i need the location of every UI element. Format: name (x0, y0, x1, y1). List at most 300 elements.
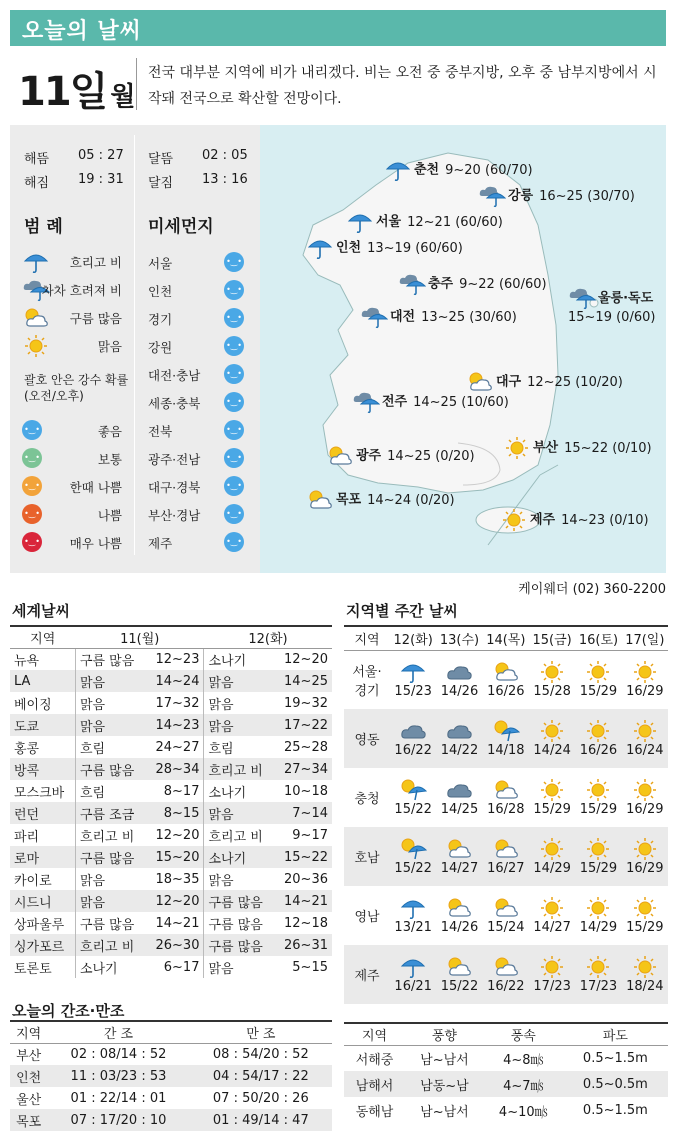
face-icon: •‿• (224, 476, 244, 496)
world-cell: 흐림 (79, 741, 106, 757)
weekly-temp: 18/24 (626, 979, 664, 994)
dust-level-label: 나쁨 (97, 508, 122, 523)
weekly-header-cell: 14(목) (483, 626, 529, 650)
world-cell: 흐리고 비 (204, 758, 274, 780)
world-row (10, 802, 332, 824)
tide-title: 오늘의 간조·만조 (12, 1002, 125, 1020)
tide-table (10, 1020, 332, 1131)
sea-header-cell: 파도 (563, 1023, 668, 1045)
moonset-time: 13 : 16 (202, 172, 248, 187)
world-cell: 흐림 (208, 741, 234, 757)
city-name: 목포 (336, 492, 362, 508)
world-cell: 28~34 (146, 758, 204, 780)
dust-region-label: 대구·경북 (148, 480, 201, 495)
cloudy-icon (492, 778, 520, 802)
storm-icon (492, 719, 520, 743)
tide-cell: 01 : 49/14 : 47 (190, 1109, 332, 1131)
weekly-row (344, 827, 668, 886)
world-row (10, 758, 332, 780)
world-cell: 14~23 (146, 714, 204, 736)
weekly-temp: 15/22 (394, 861, 432, 876)
cloudy-icon (326, 444, 354, 468)
weekly-temp: 17/23 (533, 979, 571, 994)
tide-header-cell: 지역 (10, 1021, 47, 1043)
dust-region-item (148, 280, 244, 302)
map-city (360, 305, 517, 329)
weekly-day-cell (575, 768, 621, 827)
weekly-region: 제주 (344, 945, 390, 1004)
cloudy-icon (306, 488, 334, 512)
world-row (10, 714, 332, 736)
sunny-icon (538, 896, 566, 920)
world-cell: 소나기 (79, 961, 118, 977)
face-icon: •‿• (22, 476, 42, 496)
overcast-icon (399, 719, 427, 743)
map-city (352, 390, 509, 414)
world-cell: 흐림 (79, 785, 106, 801)
world-row (10, 648, 332, 670)
world-cell: 맑음 (208, 697, 234, 713)
weekly-day-cell (483, 768, 529, 827)
world-cell: 24~27 (146, 736, 204, 758)
sunny-icon (631, 719, 659, 743)
weekly-header-cell: 13(수) (436, 626, 482, 650)
map-city (306, 488, 455, 512)
weekly-day-cell (529, 709, 575, 768)
cloud-rain-icon (398, 272, 426, 296)
world-cell: 흐리고 비 (79, 829, 135, 845)
weekly-day-cell (483, 709, 529, 768)
weekly-region: 호남 (344, 827, 390, 886)
weekly-day-cell (436, 768, 482, 827)
tide-cell: 08 : 54/20 : 52 (212, 1046, 309, 1062)
weekly-temp: 15/24 (487, 920, 525, 935)
world-cell: 파리 (10, 824, 75, 846)
cloudy-icon (492, 896, 520, 920)
weekly-day-cell (622, 945, 668, 1004)
weekly-header-cell: 12(화) (390, 626, 436, 650)
weekly-day-cell (436, 886, 482, 945)
world-cell: 10~18 (284, 783, 328, 799)
weekly-day-cell (622, 709, 668, 768)
weekly-day-cell (483, 650, 529, 709)
map-city (500, 508, 649, 532)
city-temp: 14~24 (0/20) (367, 492, 455, 508)
world-cell: 흐리고 비 (208, 829, 263, 845)
legend-divider (134, 135, 135, 555)
dust-region-item (148, 476, 244, 498)
weekly-temp: 14/26 (440, 684, 479, 700)
world-row (10, 890, 332, 912)
face-icon: •‿• (22, 532, 42, 552)
face-icon: •‿• (224, 364, 244, 384)
world-row (10, 670, 332, 692)
dust-region-label: 광주·전남 (148, 452, 201, 467)
dust-region-label: 세종·충북 (148, 396, 201, 411)
weekly-region: 영남 (354, 910, 380, 925)
weekly-day-cell (622, 768, 668, 827)
world-row (10, 824, 332, 846)
weekly-day-cell (575, 650, 621, 709)
dust-region-item (148, 308, 244, 330)
world-cell: 구름 많음 (75, 846, 145, 868)
city-temp: 12~25 (10/20) (527, 374, 623, 390)
weekly-temp: 16/29 (626, 684, 664, 700)
dust-region-item (148, 364, 244, 386)
weekly-day-cell (622, 886, 668, 945)
world-row (10, 736, 332, 758)
weekly-day-cell (622, 650, 668, 709)
rain-icon (399, 660, 427, 684)
sea-row (344, 1097, 668, 1123)
tide-cell: 01 : 22/14 : 01 (70, 1090, 167, 1106)
world-row (10, 868, 332, 890)
dust-level-item (22, 532, 122, 554)
credit-text: 케이웨더 (02) 360-2200 (518, 582, 666, 597)
world-cell: 12~20 (146, 890, 204, 912)
cloudy-icon (492, 660, 520, 684)
world-row (10, 956, 332, 978)
weekly-row (344, 886, 668, 945)
weekly-day-cell (436, 945, 482, 1004)
world-cell: 18~35 (146, 868, 204, 890)
world-cell: 베이징 (10, 692, 75, 714)
cloudy-icon (492, 955, 520, 979)
weekly-temp: 14/25 (440, 802, 479, 817)
world-cell: 맑음 (75, 890, 145, 912)
city-name: 전주 (382, 394, 408, 410)
weekly-header-cell: 16(토) (575, 626, 621, 650)
world-cell: 구름 많음 (204, 890, 274, 912)
world-cell: 15~20 (146, 846, 204, 868)
sunrise-time: 05 : 27 (78, 148, 124, 163)
world-cell: 14~21 (146, 912, 204, 934)
sea-cell: 남~남서 (420, 1104, 469, 1120)
sunny-icon (631, 896, 659, 920)
sea-row (344, 1045, 668, 1071)
dust-level-label: 한때 나쁨 (69, 480, 122, 495)
face-icon: •‿• (224, 392, 244, 412)
tide-cell: 11 : 03/23 : 53 (47, 1065, 189, 1087)
world-cell: 20~36 (284, 871, 328, 887)
face-icon: •‿• (224, 308, 244, 328)
world-weather-title: 세계날씨 (12, 602, 70, 620)
world-cell: 5~15 (292, 959, 328, 975)
sea-table (344, 1022, 668, 1123)
city-temp: 9~20 (60/70) (445, 162, 533, 178)
world-cell: 소나기 (204, 846, 274, 868)
city-name: 광주 (356, 448, 382, 464)
weekly-temp: 16/29 (626, 861, 664, 876)
city-name: 부산 (533, 440, 559, 456)
face-icon: •‿• (224, 532, 244, 552)
world-row (10, 934, 332, 956)
world-cell: 26~31 (274, 934, 332, 956)
weekly-temp: 15/22 (440, 979, 479, 994)
sea-cell: 남~남서 (420, 1052, 469, 1068)
legend-item (22, 278, 122, 302)
sea-header-cell: 풍향 (405, 1023, 484, 1045)
sea-header-cell: 지역 (344, 1023, 405, 1045)
face-icon: •‿• (224, 448, 244, 468)
overcast-icon (445, 660, 473, 684)
cloud-rain-icon (568, 286, 596, 310)
city-temp: 16~25 (30/70) (539, 188, 635, 204)
city-temp: 14~25 (10/60) (413, 394, 509, 410)
weekly-day-cell (483, 945, 529, 1004)
date-display (18, 60, 133, 117)
world-cell: 17~32 (146, 692, 204, 714)
weekly-day-cell (575, 827, 621, 886)
weekly-temp: 14/22 (440, 743, 479, 758)
weekly-temp: 16/22 (394, 743, 432, 758)
sunny-icon (584, 719, 612, 743)
weekly-temp: 15/28 (533, 684, 571, 700)
sunrise-label: 해뜸 (24, 152, 50, 167)
world-cell: 7~14 (274, 802, 332, 824)
weekly-day-cell (529, 650, 575, 709)
overcast-icon (445, 719, 473, 743)
dust-region-item (148, 392, 244, 414)
weekly-temp: 14/26 (440, 920, 479, 935)
weekly-header-cell: 17(일) (622, 626, 668, 650)
legend-item (22, 334, 122, 358)
world-cell: 구름 많음 (208, 917, 263, 933)
world-cell: 런던 (10, 802, 75, 824)
world-cell: 맑음 (79, 873, 106, 889)
world-cell: 12~18 (284, 915, 328, 931)
weekly-row (344, 768, 668, 827)
dust-title: 미세먼지 (148, 217, 214, 237)
dust-region-label: 전북 (148, 424, 173, 439)
dust-region-item (148, 448, 244, 470)
weekly-day-cell (390, 827, 436, 886)
world-cell: 도쿄 (10, 714, 75, 736)
world-cell: 소나기 (208, 653, 247, 669)
sea-cell: 남동~남 (405, 1071, 484, 1097)
city-name: 인천 (336, 240, 362, 256)
sea-cell: 서해중 (355, 1052, 394, 1068)
world-cell: 14~21 (274, 890, 332, 912)
weekly-temp: 17/23 (579, 979, 618, 994)
weekly-temp: 14/18 (487, 743, 525, 758)
city-temp: 14~23 (0/10) (561, 512, 649, 528)
world-cell: 맑음 (204, 714, 274, 736)
city-name: 대구 (496, 374, 522, 390)
world-cell: 구름 조금 (75, 802, 145, 824)
world-cell: 방콕 (10, 758, 75, 780)
weekly-temp: 15/22 (394, 802, 432, 817)
world-cell: 소나기 (208, 785, 247, 801)
weekly-temp: 15/29 (579, 861, 618, 876)
weekly-day-cell (390, 945, 436, 1004)
tide-cell: 부산 (16, 1048, 42, 1064)
world-cell: 토론토 (10, 956, 75, 978)
city-name: 제주 (530, 512, 556, 528)
world-cell: 19~32 (284, 695, 328, 711)
city-name: 울릉·독도 (598, 290, 654, 306)
world-cell: 맑음 (208, 873, 234, 889)
dust-level-label: 매우 나쁨 (69, 536, 122, 551)
city-temp: 9~22 (60/60) (459, 276, 547, 292)
weekly-temp: 16/21 (394, 979, 432, 994)
city-temp: 15~19 (0/60) (568, 310, 656, 325)
world-row (10, 846, 332, 868)
dust-level-item (22, 420, 122, 442)
world-cell: 맑음 (204, 802, 274, 824)
tide-header-cell: 만 조 (190, 1021, 332, 1043)
weekly-temp: 14/29 (579, 920, 618, 935)
world-cell: 맑음 (79, 697, 106, 713)
city-temp: 15~22 (0/10) (564, 440, 652, 456)
dust-region-label: 강원 (148, 340, 173, 355)
sunny-icon (538, 955, 566, 979)
face-icon: •‿• (224, 336, 244, 356)
dust-region-label: 인천 (148, 284, 173, 299)
sunny-icon (584, 955, 612, 979)
dust-region-item (148, 336, 244, 358)
city-name: 충주 (428, 276, 454, 292)
city-name: 대전 (390, 309, 416, 325)
sunny-icon (584, 837, 612, 861)
map-city (346, 210, 503, 234)
world-cell: 뉴욕 (10, 648, 75, 670)
dust-level-item (22, 448, 122, 470)
cloud-rain-icon (478, 184, 506, 208)
weekly-region: 영동 (344, 709, 390, 768)
weekly-temp: 16/22 (487, 979, 525, 994)
world-row (10, 780, 332, 802)
page-title: 오늘의 날씨 (10, 10, 666, 46)
weekly-temp: 16/24 (626, 743, 664, 758)
map-city (384, 158, 533, 182)
world-cell: 26~30 (146, 934, 204, 956)
world-cell: 모스크바 (10, 780, 75, 802)
sunny-icon (538, 837, 566, 861)
storm-icon (399, 837, 427, 861)
sea-cell: 동해남 (355, 1104, 394, 1120)
tide-cell: 02 : 08/14 : 52 (70, 1046, 167, 1062)
weekly-day-cell (390, 650, 436, 709)
world-cell: 싱가포르 (10, 934, 75, 956)
weekly-day-cell (390, 768, 436, 827)
world-cell: 14~25 (274, 670, 332, 692)
city-name: 서울 (376, 214, 402, 230)
tide-row (10, 1109, 332, 1131)
dust-region-item (148, 532, 244, 554)
weekly-day-cell (483, 886, 529, 945)
weekly-temp: 16/27 (487, 861, 525, 876)
weekly-temp: 14/27 (533, 920, 571, 935)
weekly-temp: 16/26 (487, 684, 525, 700)
map-city (306, 236, 463, 260)
city-temp: 12~21 (60/60) (407, 214, 503, 230)
map-city (398, 272, 547, 296)
weekly-region: 서울· 경기 (352, 664, 382, 699)
world-cell: 6~17 (146, 956, 204, 978)
map-city (503, 436, 652, 460)
dust-region-item (148, 504, 244, 526)
weekly-header-cell: 15(금) (529, 626, 575, 650)
weekly-day-cell (436, 650, 482, 709)
world-cell: 12~20 (284, 651, 328, 667)
world-cell: 흐리고 비 (75, 934, 145, 956)
sunny-icon (22, 334, 50, 358)
map-city (568, 286, 655, 325)
legend-title: 범 례 (24, 217, 63, 237)
city-temp: 14~25 (0/20) (387, 448, 475, 464)
divider (136, 58, 137, 110)
weekly-day-cell (529, 886, 575, 945)
weekly-row (344, 650, 668, 709)
world-cell: 구름 많음 (79, 917, 135, 933)
weekly-weather-title: 지역별 주간 날씨 (346, 602, 458, 620)
moonrise-label: 달뜸 (148, 152, 174, 167)
weekly-region: 충청 (354, 792, 380, 807)
sea-cell: 4~8㎧ (503, 1052, 544, 1068)
sea-row (344, 1071, 668, 1097)
face-icon: •‿• (224, 420, 244, 440)
face-icon: •‿• (22, 504, 42, 524)
weekly-day-cell (529, 827, 575, 886)
weekly-temp: 15/29 (626, 920, 664, 935)
cloud-rain-icon (360, 305, 388, 329)
weekly-temp: 14/29 (533, 861, 571, 876)
world-cell: 상파울루 (10, 912, 75, 934)
world-cell: 15~22 (274, 846, 332, 868)
date-weekday: 월 (110, 82, 134, 112)
weekly-temp: 14/24 (533, 743, 571, 758)
forecast-summary: 전국 대부분 지역에 비가 내리겠다. 비는 오전 중 중부지방, 오후 중 남부지방에서 시작돼 전국으로 확산할 전망이다. (148, 65, 657, 107)
dust-region-label: 제주 (148, 536, 173, 551)
city-temp: 13~25 (30/60) (421, 309, 517, 325)
weekly-temp: 15/29 (579, 802, 618, 817)
weekly-temp: 15/23 (394, 684, 432, 700)
dust-region-item (148, 252, 244, 274)
sunny-icon (631, 955, 659, 979)
weekly-day-cell (622, 827, 668, 886)
sunset-label: 해짐 (24, 176, 50, 191)
tide-row (10, 1043, 332, 1065)
weekly-temp: 16/26 (579, 743, 618, 758)
tide-cell: 목포 (10, 1109, 47, 1131)
weekly-day-cell (483, 827, 529, 886)
dust-region-label: 부산·경남 (148, 508, 201, 523)
weekly-temp: 15/29 (579, 684, 618, 700)
sea-cell: 0.5~1.5m (582, 1050, 648, 1066)
rain-icon (399, 896, 427, 920)
tide-cell: 인천 (10, 1065, 47, 1087)
moonset-label: 달짐 (148, 176, 174, 191)
rain-icon (346, 210, 374, 234)
legend-item-label: 구름 많음 (69, 311, 122, 326)
world-cell: 8~15 (146, 802, 204, 824)
cloudy-icon (445, 896, 473, 920)
legend-item-label: 흐리고 비 (69, 255, 122, 270)
world-row (10, 912, 332, 934)
world-cell: 맑음 (75, 670, 145, 692)
weekly-temp: 15/29 (533, 802, 571, 817)
world-cell: 12~20 (146, 824, 204, 846)
world-cell: 구름 많음 (75, 758, 145, 780)
world-cell: LA (10, 670, 75, 692)
map-city (326, 444, 475, 468)
dust-level-label: 좋음 (97, 424, 122, 439)
sunny-icon (631, 837, 659, 861)
legend-item-label: 차차 흐려져 비 (41, 283, 122, 298)
date-day: 11일 (18, 69, 107, 115)
legend-item (22, 250, 122, 274)
